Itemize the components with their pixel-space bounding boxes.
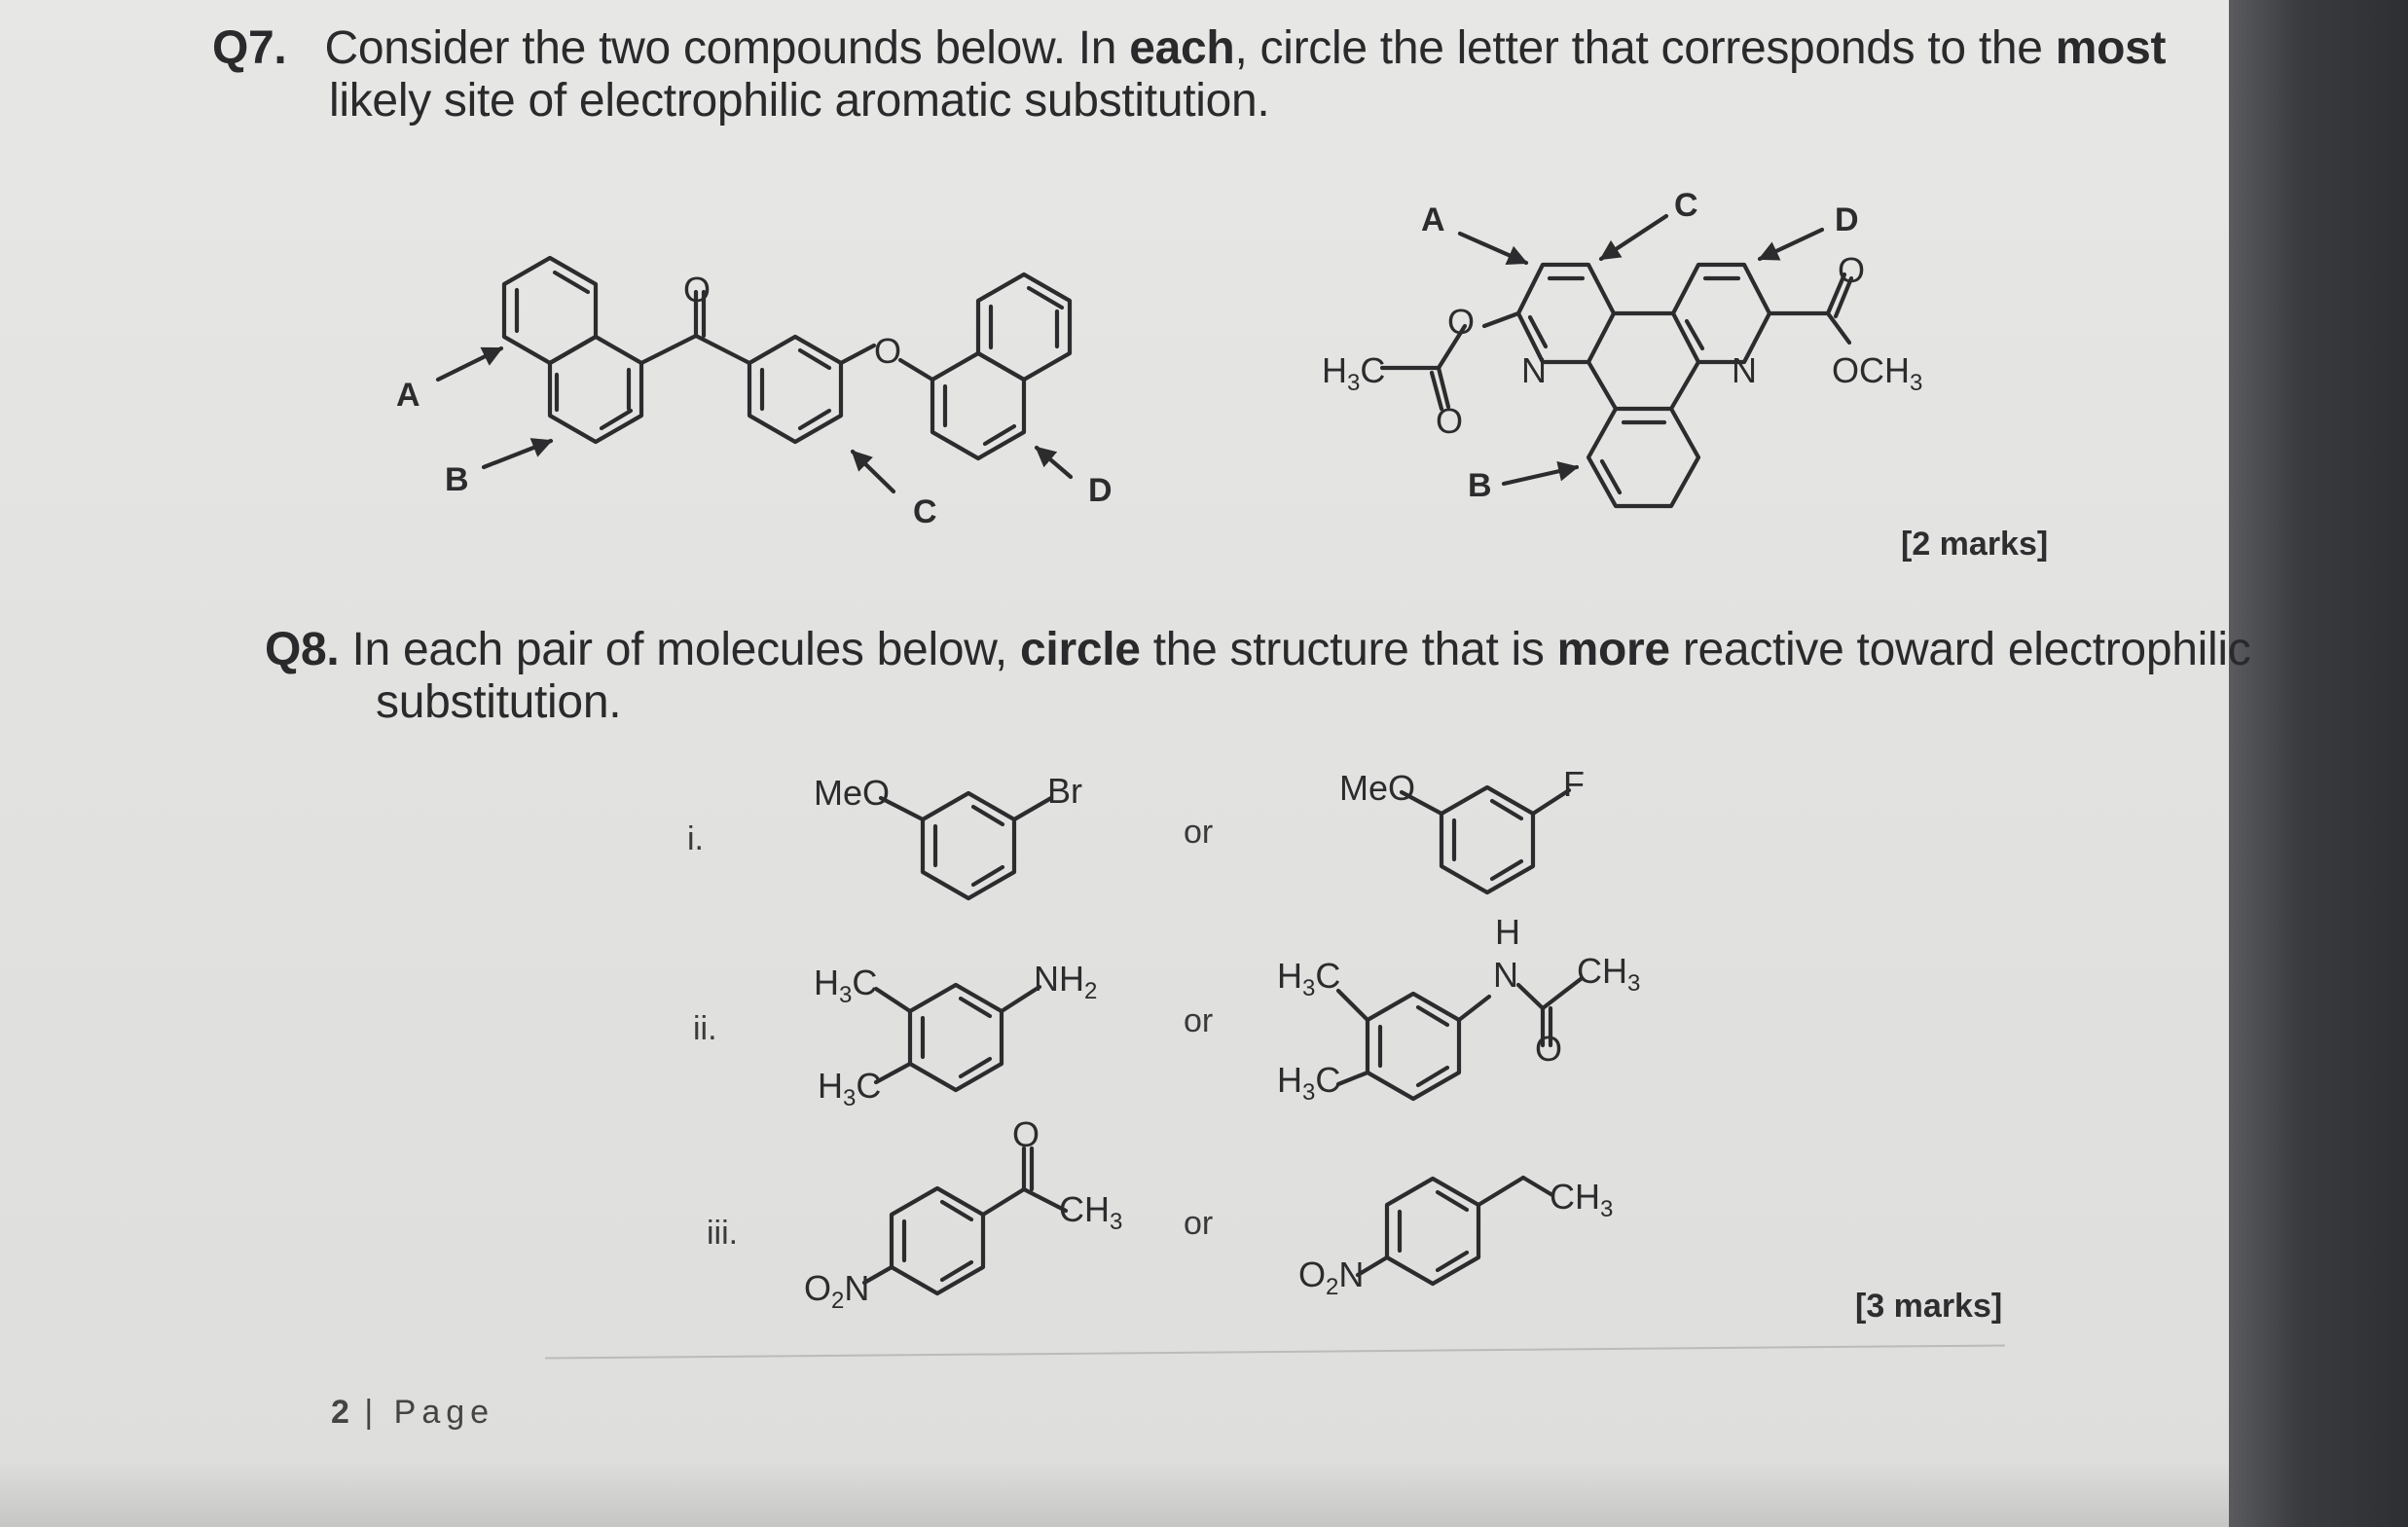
- q8i-left-Br: Br: [1047, 771, 1082, 811]
- c1-label-D: D: [1088, 472, 1113, 509]
- q8iii-left-CH3: $CH_3$: [1059, 1189, 1123, 1235]
- c2-O-ester: O: [1447, 302, 1476, 342]
- c1-label-A: A: [396, 377, 420, 414]
- q8iii-right-O2N: $O_2N$: [1298, 1254, 1365, 1300]
- c2-label-A: A: [1421, 201, 1445, 238]
- q8ii-right-O: O: [1535, 1029, 1563, 1069]
- q7-compound-1: [438, 258, 1071, 491]
- q8ii-right-H3C-bottom: $H_3C$: [1277, 1060, 1341, 1106]
- q8ii-left-H3C-bottom: $H_3C$: [818, 1066, 882, 1111]
- page-label: Page: [393, 1394, 495, 1431]
- c1-ether-O: O: [874, 331, 902, 371]
- page-edge-shadow: [2229, 0, 2408, 1527]
- q8-i-left: [881, 793, 1051, 898]
- q8-text-circle: circle: [1020, 624, 1141, 675]
- q7-text-c: , circle the letter that corresponds to the: [1234, 22, 2056, 74]
- q8-text-a: In each pair of molecules below,: [339, 624, 1021, 675]
- c2-H3C: $H_3C$: [1322, 350, 1386, 396]
- roman-i: i.: [687, 820, 704, 857]
- q8ii-right-CH3: $CH_3$: [1577, 951, 1641, 997]
- q8-iii-right: [1358, 1178, 1552, 1284]
- q7-text-most: most: [2055, 22, 2167, 74]
- q8ii-right-N: N: [1493, 955, 1518, 995]
- c2-O-right: O: [1838, 250, 1866, 290]
- q8iii-right-CH3: $CH_3$: [1550, 1177, 1614, 1222]
- c2-N-left: N: [1521, 350, 1547, 390]
- page-number: 2: [331, 1394, 349, 1431]
- or-ii: or: [1184, 1002, 1214, 1039]
- q8iii-left-O: O: [1012, 1114, 1040, 1154]
- q8-line2: substitution.: [376, 676, 622, 728]
- c1-label-C: C: [913, 493, 937, 530]
- roman-ii: ii.: [693, 1010, 717, 1047]
- q8-text-c: the structure that is: [1140, 624, 1557, 675]
- q8ii-right-H: H: [1495, 912, 1520, 952]
- q7-line2: likely site of electrophilic aromatic substitution.: [329, 75, 1270, 127]
- q8-i-right: [1402, 787, 1569, 892]
- c2-N-right: N: [1732, 350, 1757, 390]
- or-iii: or: [1184, 1205, 1214, 1242]
- or-i: or: [1184, 814, 1214, 851]
- q7-text-each: each: [1129, 22, 1235, 74]
- c2-O-carbonyl: O: [1436, 401, 1464, 441]
- page-footer: 2 | Page: [331, 1394, 495, 1431]
- q8-marks: [3 marks]: [1855, 1288, 2003, 1325]
- q7-number: Q7.: [212, 22, 287, 74]
- roman-iii: iii.: [707, 1215, 739, 1252]
- c2-label-B: B: [1468, 467, 1492, 504]
- q7-text-a: Consider the two compounds below. In: [324, 22, 1130, 74]
- q8iii-left-O2N: $O_2N$: [804, 1268, 870, 1314]
- q8ii-left-NH2: $NH_2$: [1034, 959, 1098, 1004]
- q7-marks: [2 marks]: [1901, 526, 2049, 563]
- q8-text-e: reactive toward electrophilic: [1669, 624, 2251, 675]
- q8ii-left-H3C-top: $H_3C$: [814, 963, 878, 1008]
- c2-label-D: D: [1835, 201, 1859, 238]
- q8i-left-MeO: MeO: [814, 773, 891, 813]
- q8-number: Q8.: [265, 624, 340, 675]
- c1-label-B: B: [445, 461, 469, 498]
- q8-ii-left: [876, 985, 1040, 1090]
- c1-carbonyl-O: O: [683, 270, 711, 309]
- c2-label-C: C: [1674, 187, 1698, 224]
- q8i-right-MeO: MeO: [1339, 768, 1416, 808]
- c2-OCH3: $OCH_3$: [1832, 350, 1923, 396]
- q8-text-more: more: [1556, 624, 1670, 675]
- q7-compound-2: [1382, 216, 1851, 506]
- q8ii-right-H3C-top: $H_3C$: [1277, 956, 1341, 1001]
- q8-iii-left: [864, 1148, 1066, 1293]
- q8i-right-F: F: [1563, 764, 1585, 804]
